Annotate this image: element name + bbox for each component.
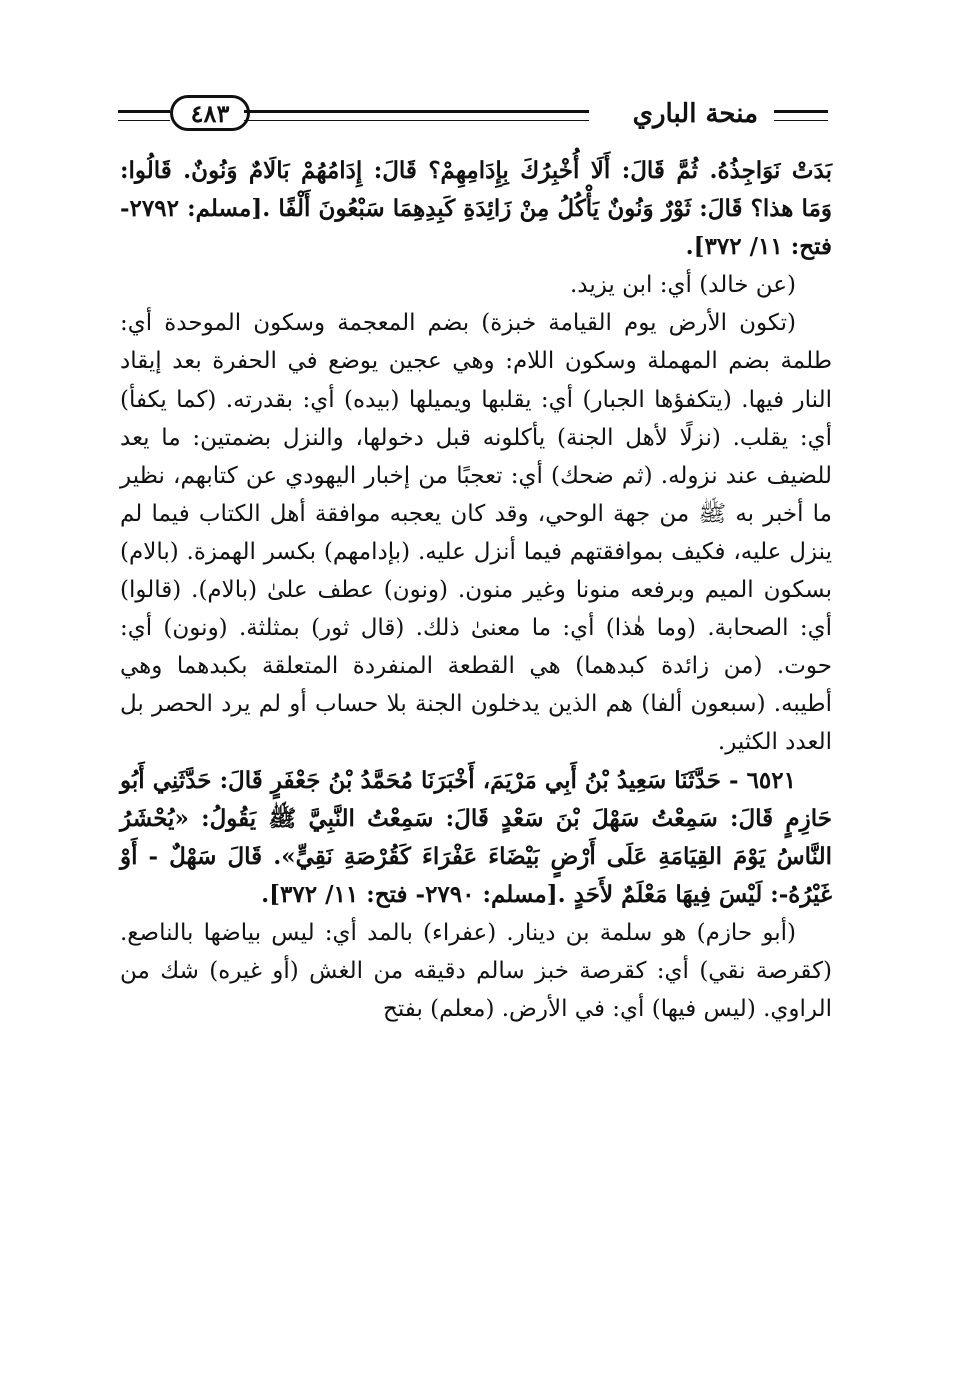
header-rule-right: [774, 110, 828, 121]
page-header: [118, 86, 830, 146]
commentary-paragraph: (أبو حازم) هو سلمة بن دينار. (عفراء) بالمد أي: ليس بياضها بالناصع. (كقرصة نقي) أي: كقرصة خبز سالم دقيقه من الغش (أو غيره) شك من الراوي. (ليس فيها) أي: في الأرض. (معلم) بفتح: [120, 919, 832, 1023]
commentary-paragraph: (عن خالد) أي: ابن يزيد.: [569, 272, 796, 299]
page-number: ٤٨٣: [190, 98, 230, 128]
header-rule-middle: [244, 110, 589, 121]
commentary-paragraph: (تكون الأرض يوم القيامة خبزة) بضم المعجمة وسكون الموحدة أي: طلمة بضم المهملة وسكون اللام: وهي عجين يوضع في الحفرة بعد إيقاد النار فيها. (يتكفؤها الجبار) أي: يقلبها ويميلها (بيده) أي: بقدرته. (كما يكفأ) أي: يقلب. (نزلًا لأهل الجنة) يأكلونه قبل دخولها، والنزل بضمتين: ما يعد للضيف عند نزوله. (ثم ضحك) أي: تعجبًا من إخبار اليهودي عن كتابهم، نظير ما أخبر به ﷺ من جهة الوحي، وقد كان يعجبه موافقة أهل الكتاب فيما لم ينزل عليه، فكيف بموافقتهم فيما أنزل عليه. (بإدامهم) بكسر الهمزة. (بالام) بسكون الميم وبرفعه منونا وغير منون. (ونون) عطف علىٰ (بالام). (قالوا) أي: الصحابة. (وما هٰذا) أي: ما معنىٰ ذلك. (قال ثور) بمثلثة. (ونون) أي: حوت. (من زائدة كبدهما) هي القطعة المنفردة المتعلقة بكبدهما وهي أطيبه. (سبعون ألفا) هم الذين يدخلون الجنة بلا حساب أو لم يرد الحصر بل العدد الكثير.: [120, 310, 832, 756]
book-title: منحة الباري: [632, 99, 758, 129]
header-rule-left: [118, 110, 170, 121]
hadith-text-continuation: بَدَتْ نَوَاجِذُهُ. ثُمَّ قَالَ: أَلَا أُخْبِرُكَ بِإِدَامِهِمْ؟ قَالَ: إِدَامُهُمْ بَالَامٌ وَنُونٌ. قَالُوا: وَمَا هذا؟ قَالَ: ثَوْرٌ وَنُونٌ يَأْكُلُ مِنْ زَائِدَةِ كَبِدِهِمَا سَبْعُونَ أَلْفًا .[مسلم: ٢٧٩٢- فتح: ١١/ ٣٧٢].: [120, 157, 832, 261]
page-number-badge: [170, 95, 250, 131]
page-body: [120, 152, 832, 1028]
hadith-6521: ٦٥٢١ - حَدَّثَنَا سَعِيدُ بْنُ أَبِي مَرْيَمَ، أَخْبَرَنَا مُحَمَّدُ بْنُ جَعْفَرٍ قَالَ: حَدَّثَنِي أَبُو حَازِمٍ قَالَ: سَمِعْتُ سَهْلَ بْنَ سَعْدٍ قَالَ: سَمِعْتُ النَّبِيَّ ﷺ يَقُولُ: «يُحْشَرُ النَّاسُ يَوْمَ القِيَامَةِ عَلَى أَرْضٍ بَيْضَاءَ عَفْرَاءَ كَقُرْصَةِ نَقِيٍّ». قَالَ سَهْلٌ - أَوْ غَيْرُهُ-: لَيْسَ فِيهَا مَعْلَمٌ لأَحَدٍ .[مسلم: ٢٧٩٠- فتح: ١١/ ٣٧٢].: [120, 766, 832, 908]
